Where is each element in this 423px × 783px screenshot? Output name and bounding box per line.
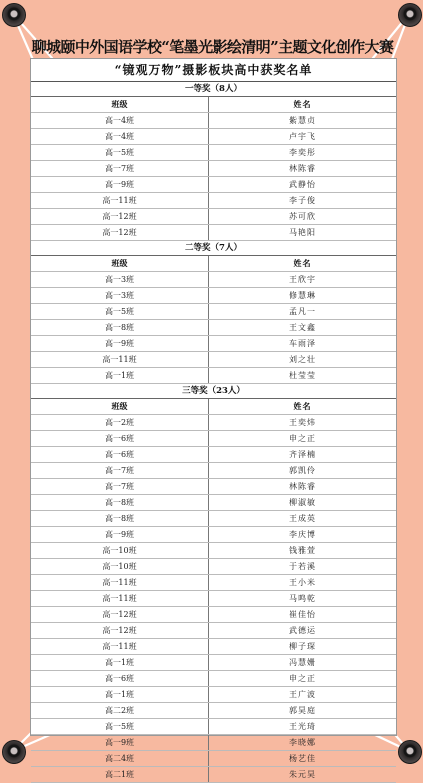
table-row bbox=[31, 129, 396, 145]
award-level-heading: 三等奖（23人） bbox=[31, 384, 396, 399]
student-name-cell: 修慧琳 bbox=[289, 291, 316, 300]
class-cell: 高一11班 bbox=[31, 193, 209, 208]
class-cell: 高一11班 bbox=[31, 591, 209, 606]
table-row bbox=[31, 607, 396, 623]
table-row bbox=[31, 767, 396, 783]
table-header-row bbox=[31, 256, 396, 272]
table-row bbox=[31, 209, 396, 225]
name-column-header: 姓名 bbox=[293, 401, 312, 411]
class-cell: 高一5班 bbox=[31, 304, 209, 319]
table-row bbox=[31, 113, 396, 129]
name-column-header: 姓名 bbox=[293, 99, 312, 109]
table-row bbox=[31, 336, 396, 352]
class-cell: 高一9班 bbox=[31, 336, 209, 351]
student-name-cell: 郭昊庭 bbox=[289, 706, 316, 715]
class-cell: 高一12班 bbox=[31, 225, 209, 240]
award-list-sheet bbox=[30, 58, 397, 779]
student-name-cell: 李庆博 bbox=[289, 530, 316, 539]
table-row bbox=[31, 431, 396, 447]
student-name-cell: 杨艺佳 bbox=[289, 754, 316, 763]
class-cell: 高一5班 bbox=[31, 145, 209, 160]
table-row bbox=[31, 272, 396, 288]
student-name-cell: 林陈睿 bbox=[289, 482, 316, 491]
table-row bbox=[31, 687, 396, 703]
table-row bbox=[31, 193, 396, 209]
class-cell: 高一7班 bbox=[31, 161, 209, 176]
award-section bbox=[31, 384, 396, 783]
student-name-cell: 王奕炜 bbox=[289, 418, 316, 427]
class-cell: 高一4班 bbox=[31, 129, 209, 144]
table-header-row bbox=[31, 399, 396, 415]
class-cell: 高一9班 bbox=[31, 177, 209, 192]
class-cell: 高一7班 bbox=[31, 479, 209, 494]
corner-peg-icon bbox=[2, 740, 26, 764]
student-name-cell: 柳子琛 bbox=[289, 642, 316, 651]
class-cell: 高一1班 bbox=[31, 655, 209, 670]
class-cell: 高一12班 bbox=[31, 623, 209, 638]
class-cell: 高一11班 bbox=[31, 639, 209, 654]
student-name-cell: 武德运 bbox=[289, 626, 316, 635]
class-cell: 高一11班 bbox=[31, 352, 209, 367]
class-column-header: 班级 bbox=[31, 97, 209, 112]
award-section bbox=[31, 241, 396, 384]
student-name-cell: 王文鑫 bbox=[289, 323, 316, 332]
class-cell: 高一6班 bbox=[31, 671, 209, 686]
class-cell: 高一7班 bbox=[31, 463, 209, 478]
student-name-cell: 于若溪 bbox=[289, 562, 316, 571]
table-row bbox=[31, 161, 396, 177]
table-row bbox=[31, 623, 396, 639]
student-name-cell: 苏可欣 bbox=[289, 212, 316, 221]
table-row bbox=[31, 304, 396, 320]
student-name-cell: 李晓娜 bbox=[289, 738, 316, 747]
class-cell: 高一8班 bbox=[31, 495, 209, 510]
table-row bbox=[31, 463, 396, 479]
class-cell: 高一9班 bbox=[31, 527, 209, 542]
class-cell: 高一10班 bbox=[31, 543, 209, 558]
class-cell: 高一10班 bbox=[31, 559, 209, 574]
class-cell: 高一11班 bbox=[31, 575, 209, 590]
table-row bbox=[31, 639, 396, 655]
student-name-cell: 卢宇飞 bbox=[289, 132, 316, 141]
award-level-heading: 一等奖（8人） bbox=[31, 82, 396, 97]
table-row bbox=[31, 543, 396, 559]
class-cell: 高一8班 bbox=[31, 320, 209, 335]
table-row bbox=[31, 671, 396, 687]
student-name-cell: 朱元昊 bbox=[289, 770, 316, 779]
class-column-header: 班级 bbox=[31, 256, 209, 271]
student-name-cell: 紫慧贞 bbox=[289, 116, 316, 125]
class-cell: 高一12班 bbox=[31, 209, 209, 224]
corner-peg-icon bbox=[2, 3, 26, 27]
name-column-header: 姓名 bbox=[293, 258, 312, 268]
student-name-cell: 刘之壮 bbox=[289, 355, 316, 364]
table-row bbox=[31, 368, 396, 384]
table-row bbox=[31, 288, 396, 304]
class-cell: 高一3班 bbox=[31, 288, 209, 303]
table-row bbox=[31, 320, 396, 336]
table-row bbox=[31, 415, 396, 431]
table-row bbox=[31, 703, 396, 719]
student-name-cell: 孟凡一 bbox=[289, 307, 316, 316]
class-column-header: 班级 bbox=[31, 399, 209, 414]
student-name-cell: 申之正 bbox=[289, 434, 316, 443]
table-row bbox=[31, 527, 396, 543]
award-level-heading: 二等奖（7人） bbox=[31, 241, 396, 256]
class-cell: 高一1班 bbox=[31, 687, 209, 702]
class-cell: 高一6班 bbox=[31, 447, 209, 462]
student-name-cell: 武静怡 bbox=[289, 180, 316, 189]
table-row bbox=[31, 735, 396, 751]
student-name-cell: 王成英 bbox=[289, 514, 316, 523]
table-row bbox=[31, 352, 396, 368]
class-cell: 高二4班 bbox=[31, 751, 209, 766]
student-name-cell: 钱雅萱 bbox=[289, 546, 316, 555]
student-name-cell: 李子俊 bbox=[289, 196, 316, 205]
class-cell: 高一6班 bbox=[31, 431, 209, 446]
corner-peg-icon bbox=[398, 3, 422, 27]
table-row bbox=[31, 479, 396, 495]
student-name-cell: 杜莹莹 bbox=[289, 371, 316, 380]
table-row bbox=[31, 225, 396, 241]
class-cell: 高一8班 bbox=[31, 511, 209, 526]
award-sections bbox=[31, 82, 396, 783]
table-row bbox=[31, 655, 396, 671]
student-name-cell: 王小米 bbox=[289, 578, 316, 587]
student-name-cell: 崔佳怡 bbox=[289, 610, 316, 619]
class-cell: 高二2班 bbox=[31, 703, 209, 718]
class-cell: 高一12班 bbox=[31, 607, 209, 622]
class-cell: 高一9班 bbox=[31, 735, 209, 750]
table-row bbox=[31, 511, 396, 527]
table-row bbox=[31, 751, 396, 767]
student-name-cell: 柳淑敏 bbox=[289, 498, 316, 507]
student-name-cell: 马鸣乾 bbox=[289, 594, 316, 603]
student-name-cell: 李奕彤 bbox=[289, 148, 316, 157]
student-name-cell: 马艳阳 bbox=[289, 228, 316, 237]
class-cell: 高一4班 bbox=[31, 113, 209, 128]
student-name-cell: 林陈睿 bbox=[289, 164, 316, 173]
student-name-cell: 王广波 bbox=[289, 690, 316, 699]
table-row bbox=[31, 495, 396, 511]
class-cell: 高二1班 bbox=[31, 767, 209, 782]
corner-peg-icon bbox=[398, 740, 422, 764]
class-cell: 高一3班 bbox=[31, 272, 209, 287]
document-title: “镜观万物”摄影板块高中获奖名单 bbox=[31, 59, 396, 82]
student-name-cell: 郭凯伶 bbox=[289, 466, 316, 475]
table-header-row bbox=[31, 97, 396, 113]
class-cell: 高一5班 bbox=[31, 719, 209, 734]
class-cell: 高一2班 bbox=[31, 415, 209, 430]
table-row bbox=[31, 177, 396, 193]
student-name-cell: 申之正 bbox=[289, 674, 316, 683]
event-banner-title: 聊城颐中外国语学校“笔墨光影绘清明”主题文化创作大赛 bbox=[31, 38, 394, 56]
student-name-cell: 齐泽楠 bbox=[289, 450, 316, 459]
table-row bbox=[31, 145, 396, 161]
table-row bbox=[31, 559, 396, 575]
table-row bbox=[31, 575, 396, 591]
class-cell: 高一1班 bbox=[31, 368, 209, 383]
table-row bbox=[31, 719, 396, 735]
award-section bbox=[31, 82, 396, 241]
table-row bbox=[31, 591, 396, 607]
student-name-cell: 王欣宇 bbox=[289, 275, 316, 284]
student-name-cell: 车雨泽 bbox=[289, 339, 316, 348]
student-name-cell: 王光琦 bbox=[289, 722, 316, 731]
student-name-cell: 冯慧姗 bbox=[289, 658, 316, 667]
table-row bbox=[31, 447, 396, 463]
